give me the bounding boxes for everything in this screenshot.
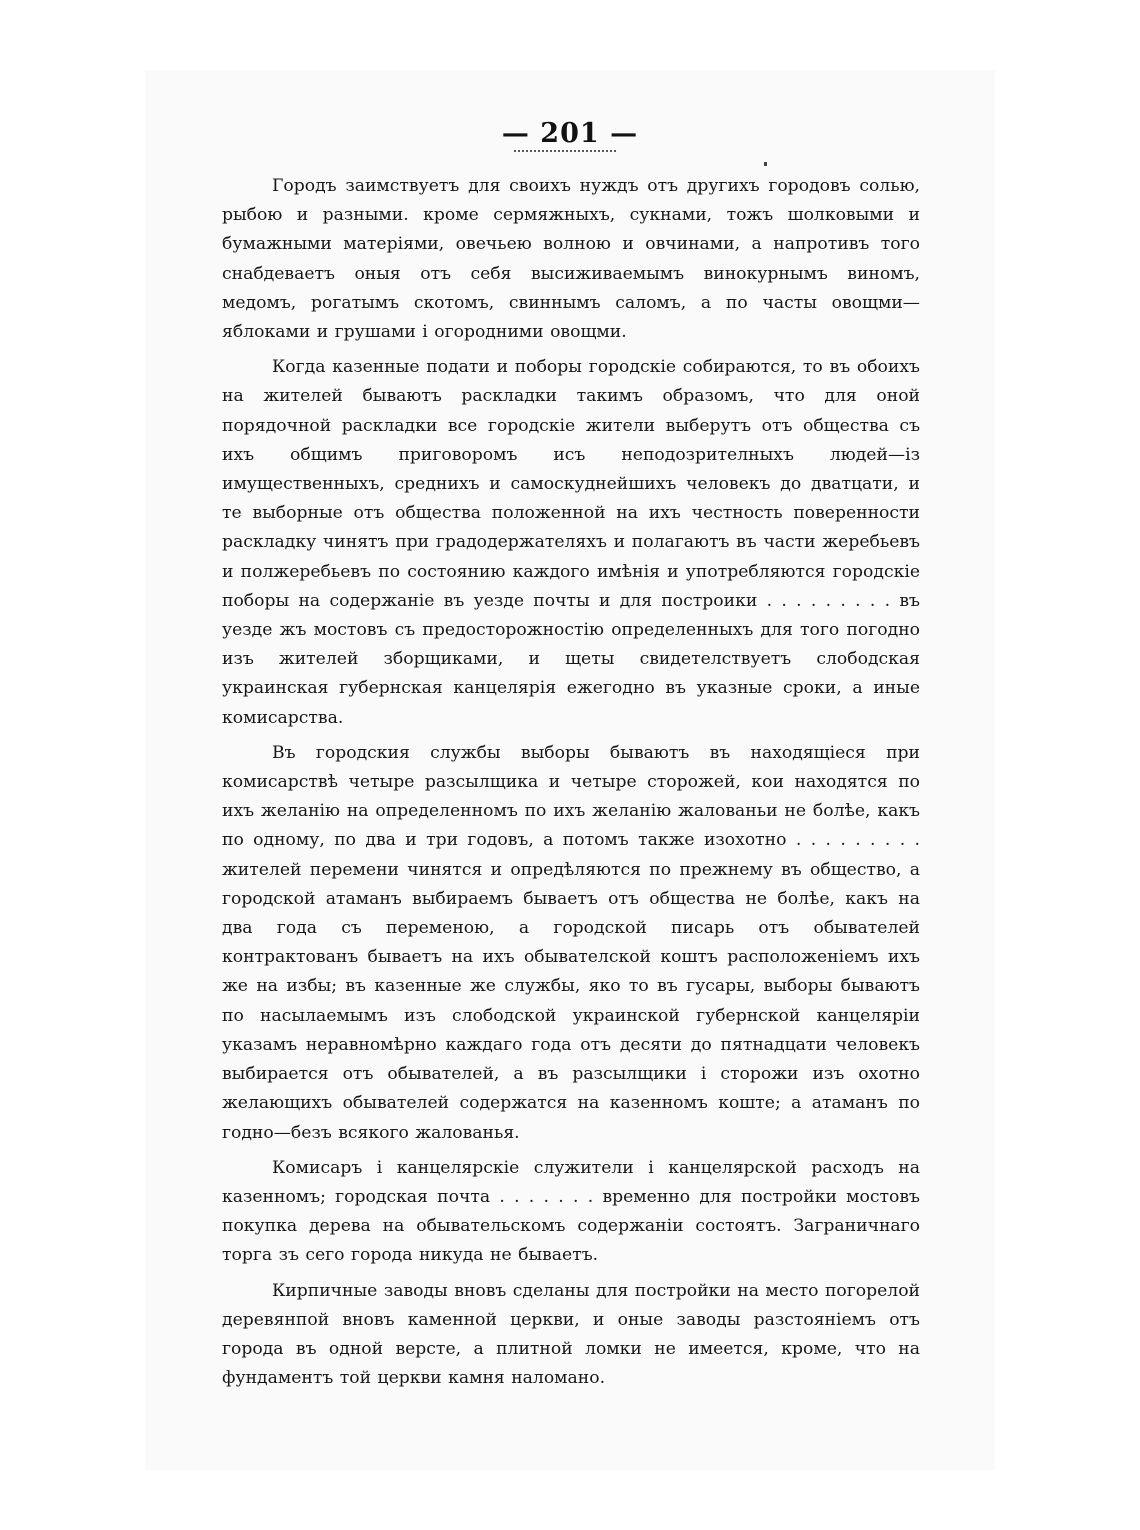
body-text (222, 172, 920, 1393)
page-number: — 201 — (501, 118, 639, 149)
paragraph-commissar: Комисаръ і канцелярскіе служители і канцелярской расходъ на казенномъ; городская почта . . . . . . . временно для постройки мостовъ покупка дерева на обывательскомъ содержаніи состоятъ. Заграничнаго торга зъ сего города никуда не бываетъ. (222, 1157, 920, 1266)
header-ornament-rule (514, 150, 616, 152)
paragraph-services: Въ городския службы выборы бываютъ въ находящіеся при комисарствѣ четыре разсылщика и четыре сторожей, кои находятся по ихъ желанію на определенномъ по ихъ желанію жалованьи не болѣе, какъ по одному, по два и три годовъ, а потомъ также изохотно . . . . . . . . . жителей перемени чинятся и опредѣляются по прежнему въ общество, а городской атаманъ выбираемъ бываетъ отъ общества не болѣе, какъ на два года съ переменою, а городской писарь отъ обывателей контрактованъ бываетъ на ихъ обывателской коштъ расположеніемъ ихъ же на избы; въ казенные же службы, яко то въ гусары, выборы бываютъ по насылаемымъ изъ слободской украинской губернской канцеляріи указамъ неравномѣрно каждаго года отъ десяти до пятнадцати человекъ выбирается отъ обывателей, а въ разсылщики і сторожи изъ охотно желающихъ обывателей содержатся на казенномъ коште; а атаманъ по годно—безъ всякого жалованья. (222, 742, 920, 1143)
paragraph-taxes: Когда казенные подати и поборы городскіе собираются, то въ обоихъ на жителей бываютъ раскладки такимъ образомъ, что для оной порядочной раскладки все городскіе жители выберутъ отъ общества съ ихъ общимъ приговоромъ исъ неподозрителныхъ людей—із имущественныхъ, среднихъ и самоскуднейшихъ человекъ до дватцати, и те выборные отъ общества положенной на ихъ честность поверенности раскладку чинятъ при градодержателяхъ и полагаютъ въ части жеребьевъ и полжеребьевъ по состоянию каждого имѣнія и употребляются городскіе поборы на содержаніе въ уезде почты и для построики . . . . . . . . . въ уезде жъ мостовъ съ предосторожностію определенныхъ для того погодно изъ жителей зборщиками, и щеты свидетелствуетъ слободская украинская губернская канцелярія ежегодно въ указные сроки, а иные комисарства. (222, 357, 920, 728)
paragraph-brickworks: Кирпичные заводы вновъ сделаны для постройки на место погорелой деревянпой вновъ каменной церкви, и оные заводы разстояніемъ отъ города въ одной версте, а плитной ломки не имеется, кроме, что на фундаментъ той церкви камня наломано. (222, 1280, 920, 1389)
print-speck (764, 162, 767, 166)
paragraph-trade: Городъ заимствуетъ для своихъ нуждъ отъ другихъ городовъ солью, рыбою и разными. кроме сермяжныхъ, сукнами, тожъ шолковыми и бумажными матеріями, овечьею волною и овчинами, а напротивъ того снабдеваетъ оныя отъ себя высиживаемымъ винокурнымъ виномъ, медомъ, рогатымъ скотомъ, свиннымъ саломъ, а по часты овощми—яблоками и грушами і огородними овощми. (222, 176, 920, 343)
